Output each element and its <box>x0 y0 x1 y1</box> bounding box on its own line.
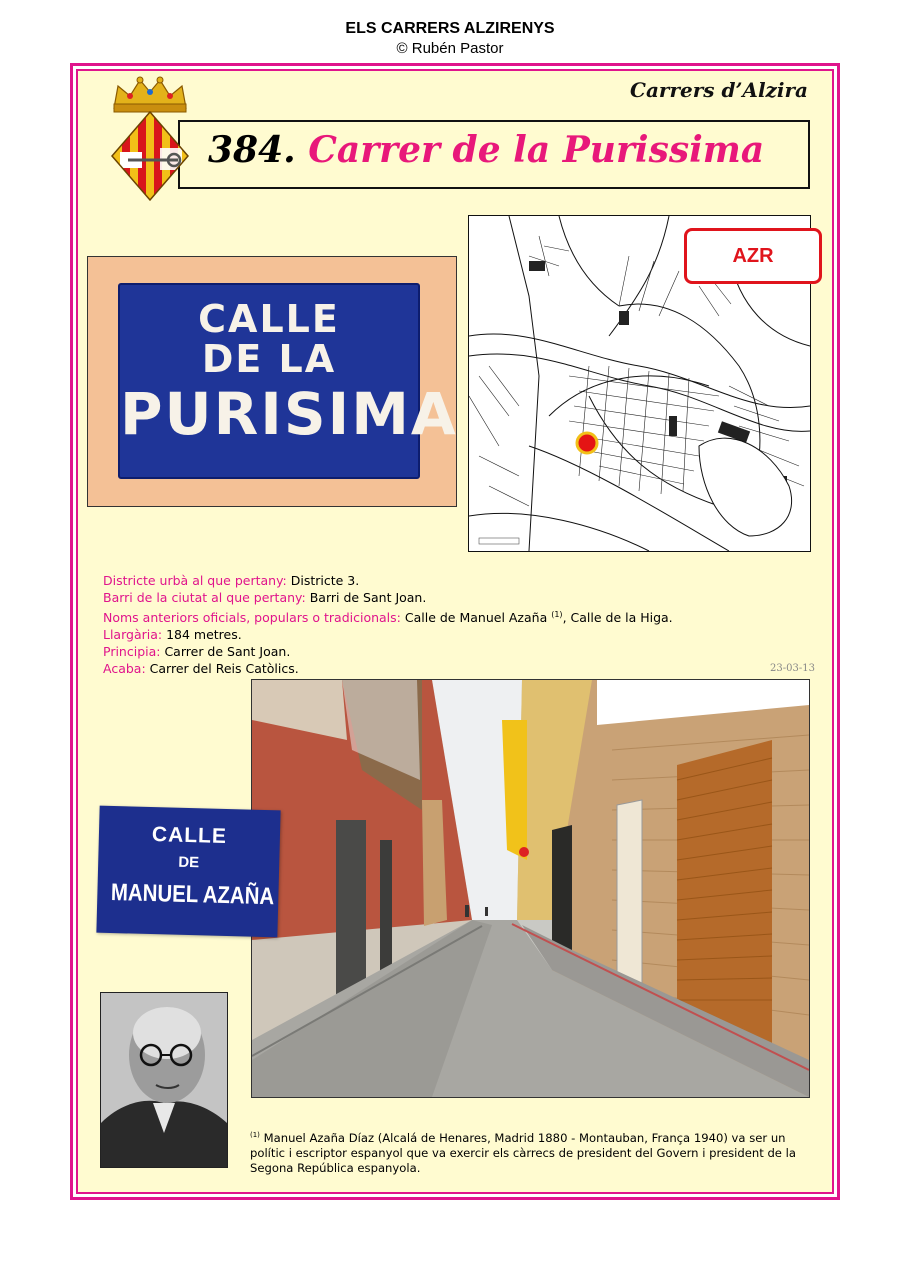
info-value: , Calle de la Higa. <box>562 610 673 626</box>
footnote-text: Manuel Azaña Díaz (Alcalá de Henares, Madrid 1880 - Montauban, França 1940) va ser un polític i escriptor espanyol que va exercir els càrrecs de president del Govern i president de la Segona República espanyola. <box>250 1130 796 1175</box>
info-former-names <box>103 606 673 626</box>
old-sign-line-1: CALLE <box>151 823 228 848</box>
info-value: Carrer de Sant Joan. <box>160 644 291 660</box>
street-name: Carrer de la Purissima <box>308 129 765 171</box>
series-label: Carrers d’Alzira <box>630 78 808 102</box>
page-header-title: ELS CARRERS ALZIRENYS <box>345 20 555 37</box>
alzira-coat-of-arms-icon <box>108 74 192 204</box>
sign-line-2: DE LA <box>201 337 337 381</box>
info-district <box>103 572 673 589</box>
footnote-ref: (1) <box>551 610 563 619</box>
footnote-mark: (1) <box>250 1131 260 1139</box>
info-length <box>103 626 673 643</box>
info-label: Districte urbà al que pertany: <box>103 573 287 588</box>
info-label: Acaba: <box>103 661 146 677</box>
street-title <box>208 129 764 171</box>
info-value: Barri de Sant Joan. <box>305 590 427 605</box>
street-sign-plate <box>118 283 458 479</box>
info-start <box>103 643 673 660</box>
info-value: Districte 3. <box>286 573 360 588</box>
old-street-sign <box>96 806 280 938</box>
street-photo-drawing <box>252 680 809 1097</box>
street-photo <box>251 679 810 1098</box>
portrait-photo <box>100 992 228 1168</box>
info-end <box>103 660 673 677</box>
info-label: Principia: <box>103 644 161 660</box>
photo-date: 23-03-13 <box>770 663 815 674</box>
info-label: Barri de la ciutat al que pertany: <box>103 590 306 605</box>
info-value: Calle de Manuel Azaña <box>400 610 552 626</box>
sign-line-3: PURISIMA <box>120 380 458 448</box>
info-neighbourhood <box>103 589 673 606</box>
street-number: 384. <box>208 129 296 171</box>
sign-line-1: CALLE <box>198 297 340 341</box>
footnote <box>250 1128 810 1176</box>
page-header-copyright: © Rubén Pastor <box>396 40 504 57</box>
portrait-drawing <box>101 993 227 1167</box>
map-badge: AZR <box>684 228 822 284</box>
info-label: Noms anteriors oficials, populars o tradicionals: <box>103 610 401 626</box>
old-sign-line-2: DE <box>178 853 200 872</box>
info-value: Carrer del Reis Catòlics. <box>145 661 299 677</box>
info-value: 184 metres. <box>162 627 242 643</box>
street-info <box>103 572 673 677</box>
info-label: Llargària: <box>103 627 163 643</box>
old-sign-line-3: MANUEL AZAÑA <box>110 878 275 911</box>
